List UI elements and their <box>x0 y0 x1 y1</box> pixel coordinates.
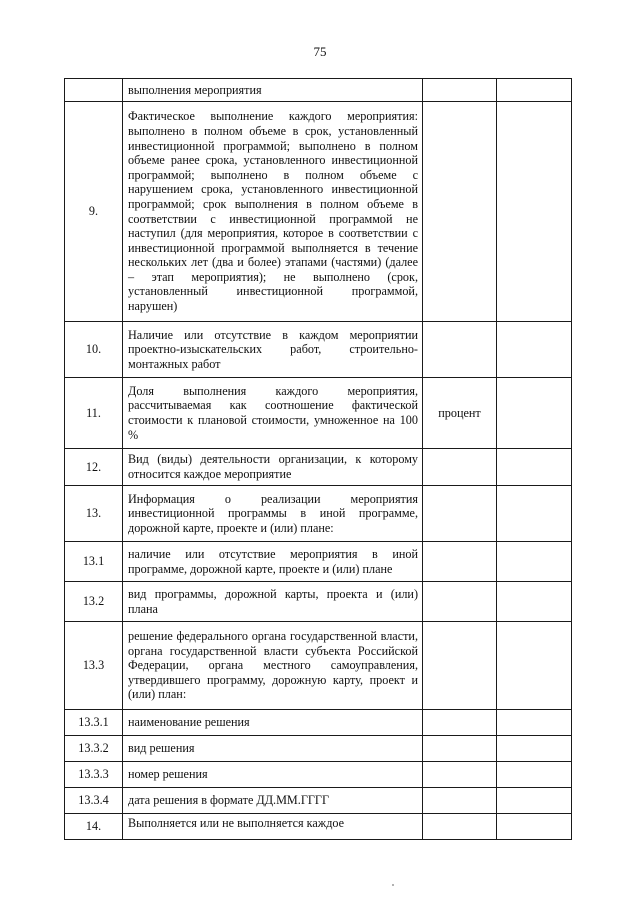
row-unit <box>423 542 497 582</box>
table-row <box>65 814 572 840</box>
table-row <box>65 79 572 102</box>
row-number: 9. <box>65 102 123 322</box>
row-value <box>497 486 572 542</box>
row-number: 13.3.3 <box>65 762 123 788</box>
row-value <box>497 710 572 736</box>
table-row <box>65 102 572 322</box>
row-value <box>497 449 572 486</box>
row-unit <box>423 814 497 840</box>
row-number: 12. <box>65 449 123 486</box>
row-value <box>497 788 572 814</box>
scan-speck <box>392 884 394 886</box>
row-description: решение федерального органа государственной власти, органа государственной власти субъекта Российской Федерации, органа местного самоуправления, утвердившего программу, дорожную карту, проект и (или) план: <box>123 622 423 710</box>
row-unit <box>423 622 497 710</box>
indicators-table <box>64 78 572 840</box>
row-description: выполнения мероприятия <box>123 79 423 102</box>
row-number: 13.2 <box>65 582 123 622</box>
table-row <box>65 378 572 449</box>
row-number: 13.3.4 <box>65 788 123 814</box>
row-unit <box>423 710 497 736</box>
row-value <box>497 378 572 449</box>
row-description: вид решения <box>123 736 423 762</box>
row-description: вид программы, дорожной карты, проекта и (или) плана <box>123 582 423 622</box>
row-description: дата решения в формате ДД.ММ.ГГГГ <box>123 788 423 814</box>
table-row <box>65 762 572 788</box>
row-unit <box>423 449 497 486</box>
table-row <box>65 449 572 486</box>
row-value <box>497 582 572 622</box>
row-number: 14. <box>65 814 123 840</box>
table-row <box>65 582 572 622</box>
row-number: 13.3.1 <box>65 710 123 736</box>
row-description: Наличие или отсутствие в каждом мероприятии проектно-изыскательских работ, строительно-монтажных работ <box>123 322 423 378</box>
row-description: Вид (виды) деятельности организации, к которому относится каждое мероприятие <box>123 449 423 486</box>
row-unit: процент <box>423 378 497 449</box>
row-value <box>497 542 572 582</box>
row-value <box>497 736 572 762</box>
row-number: 13.3.2 <box>65 736 123 762</box>
row-unit <box>423 762 497 788</box>
row-unit <box>423 788 497 814</box>
row-unit <box>423 736 497 762</box>
row-number: 13.1 <box>65 542 123 582</box>
row-description: наименование решения <box>123 710 423 736</box>
row-unit <box>423 79 497 102</box>
table-row <box>65 736 572 762</box>
row-number: 13.3 <box>65 622 123 710</box>
table-row <box>65 322 572 378</box>
row-number <box>65 79 123 102</box>
row-unit <box>423 486 497 542</box>
table-row <box>65 486 572 542</box>
row-value <box>497 814 572 840</box>
row-unit <box>423 582 497 622</box>
row-description: Выполняется или не выполняется каждое <box>123 814 423 840</box>
row-unit <box>423 102 497 322</box>
row-value <box>497 762 572 788</box>
row-value <box>497 322 572 378</box>
row-description: Фактическое выполнение каждого мероприятия: выполнено в полном объеме в срок, установленный инвестиционной программой; выполнено в полном объеме ранее срока, установленного инвестиционной программой; выполнено в полном объеме с нарушением срока, установленного инвестиционной программой; срок выполнения в полном объеме в соответствии с инвестиционной программой не наступил (для мероприятия, которое в соответствии с инвестиционной программой выполняется в течение нескольких лет (два и более) этапами (частями) (далее – этап мероприятия); не выполнено (срок, установленный инвестиционной программой, нарушен) <box>123 102 423 322</box>
row-description: номер решения <box>123 762 423 788</box>
row-unit <box>423 322 497 378</box>
row-description: Информация о реализации мероприятия инвестиционной программы в иной программе, дорожной карте, проекте и (или) плане: <box>123 486 423 542</box>
row-value <box>497 622 572 710</box>
row-description: наличие или отсутствие мероприятия в иной программе, дорожной карте, проекте и (или) плане <box>123 542 423 582</box>
page-number: 75 <box>313 44 327 59</box>
row-number: 11. <box>65 378 123 449</box>
row-value <box>497 79 572 102</box>
row-description: Доля выполнения каждого мероприятия, рассчитываемая как соотношение фактической стоимости к плановой стоимости, умноженное на 100 % <box>123 378 423 449</box>
table-row <box>65 622 572 710</box>
row-number: 10. <box>65 322 123 378</box>
row-value <box>497 102 572 322</box>
table-row <box>65 542 572 582</box>
row-number: 13. <box>65 486 123 542</box>
table-row <box>65 710 572 736</box>
table-row <box>65 788 572 814</box>
